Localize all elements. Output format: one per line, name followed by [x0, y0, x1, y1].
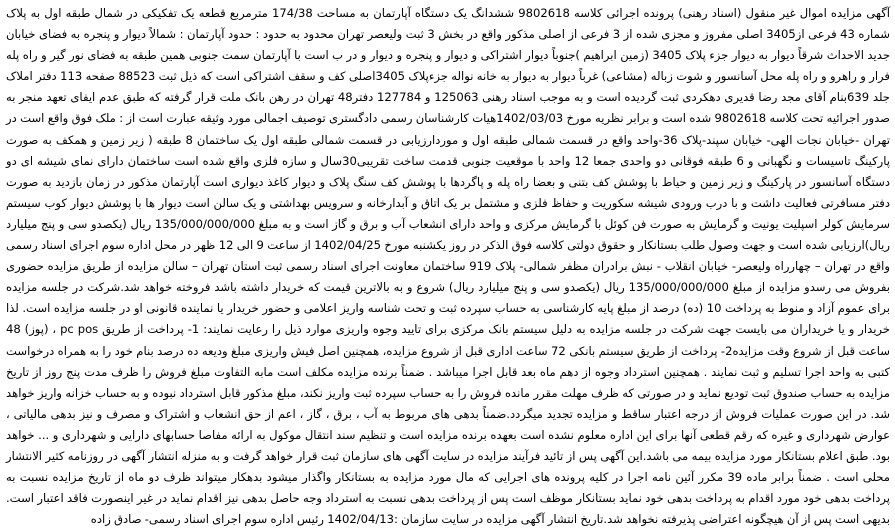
- auction-notice-text: آگهی مزایده اموال غیر منقول (اسناد رهنی) پرونده اجرائی کلاسه 9802618 ششدانگ یک دستگاه آپارتمان به مساحت 174/38 مترمربع قطعه یک تفکیکی در شمال طبقه اول به پلاک شماره 43 فرعی از3405 اصلی مفروز و مجزی شده از 3 فرعی از اصلی مذکور واقع در بخش 3 ثبت ولیعصر تهران محدود به حدود : حدود آپارتمان : شمالاً دیوار و پنجره به فضای خیابان جدید الاحداث شرقاً دیوار به دیوار جزء پلاک 3405 (زمین ابراهیم )جنوباً دیوار اشتراکی و دیوار و پنجره و دیوار و در ب است با آپارتمان سمت جنوبی همین طبقه به فضای نور گیر و راه پله فرار و راهرو و راه پله محل آسانسور و شوت زباله (مشاعی) غرباً دیوار به دیوار به خانه نواله جزءپلاک 3405اصلی کف و سقف اشتراکی است که ذیل ثبت 88523 صفحه 113 دفتر املاک جلد 639بنام آقای مجد رضا قدیری دهکردی ثبت گردیده است و به موجب اسناد رهنی 125063 و 127784 دفتر48 تهران در رهن بانک ملت قرار گرفته که طبق عدم ایفای تعهد منجر به صدور اجرائیه تحت کلاسه 9802618 شده است و برابر نظریه مورخ 1402/03/03هیات کارشناسان رسمی دادگستری توصیف اجمالی مورد وثیقه عبارت است از : ملک فوق واقع است در تهران -خیابان نجات الهی- خیابان سپند-پلاک 36-واحد واقع در قسمت شمالی طبقه اول و موردارزیابی در قسمت شمالی طبقه اول یک ساختمان 8 طبقه ( زیر زمین و همکف به صورت پارکینگ تاسیسات و نگهبانی و 6 طبقه فوقانی دو واحدی جمعا 12 واحد با موقعیت جنوبی قدمت ساخت تقریبی30سال و سازه فلزی واقع شده است ساختمان دارای نمای شیشه ای دو دستگاه آسانسور در پارکینگ و زیر زمین و حیاط با پوشش کف بتنی و بعضا راه پله و پاگردها با پوشش کف سنگ پلاک و دیوار کاغذ دیواری است آپارتمان مذکور در زمان بازدید به صورت دفتر مسافرتی فعالیت داشت و با درب ورودی شیشه سکوریت و حفاظ فلزی و مشتمل بر یک اتاق و آبدارخانه و سرویس بهداشتی و یک سالن است دیوار ها با پوشش دیوار کوب سیستم سرمایش کولر اسپلیت یونیت و گرمایش به صورت فن کوئل با گرمایش مرکزی و واحد دارای انشعاب آب و برق و گاز است و به مبلغ 135/000/000/000 ریال (یکصدو سی و پنج میلیارد ریال)ارزیابی شده است و جهت وصول طلب بستانکار و حقوق دولتی کلاسه فوق الذکر در روز یکشنبه مورخ 1402/04/25 از ساعت 9 الی 12 ظهر در محل اداره سوم اجرای اسناد رسمی واقع در تهران – چهارراه ولیعصر- خیابان انقلاب - نبش برادران مظفر شمالی- پلاک 919 ساختمان معاونت اجرای اسناد رسمی ثبت استان تهران – سالن مزایده از طریق مزایده حضوری بفروش می رسدو مزایده از مبلغ 135/000/000/000 ریال (یکصدو سی و پنج میلیارد ریال) شروع و به بالاترین قیمت که خریدار داشته باشد فروخته خواهد شد.شرکت در جلسه مزایده برای عموم آزاد و منوط به پرداخت 10 (ده) درصد از مبلغ پایه کارشناسی به حساب سپرده ثبت و تحت شناسه واریز اعلامی و حضور خریدار یا نماینده قانونی او در جلسه مزایده است. لذا خریدار و یا خریداران می بایست جهت شرکت در جلسه مزایده به دلیل سیستم بانک مرکزی برای تایید وجوه واریزی موارد ذیل را رعایت نمایند: 1- پرداخت از طریق pc pos ، (پوز) 48 ساعت قبل از شروع وقت مزایده2- پرداخت از طریق سیستم بانکی 72 ساعت اداری قبل از شروع مزایده، همچنین اصل فیش واریزی مبلغ ودیعه ده درصد بنام خود را به همراه درخواست کتبی به واحد اجرا تسلیم و ثبت نمایند . همچنین استرداد وجوه از دهم ماه بعد قابل اجرا میباشد . ضمناً برنده مزایده مکلف است مابه التفاوت مبلغ فروش را ظرف مدت پنج روز از تاریخ مزایده به حساب صندوق ثبت تودیع نماید و در صورتی که ظرف مهلت مقرر مانده فروش را به حساب سپرده ثبت واریز نکند، مبلغ مذکور قابل استرداد نبوده و به حساب خزانه واریز خواهد شد. در این صورت عملیات فروش از درجه اعتبار ساقط و مزایده تجدید میگردد.ضمناً بدهی های مربوط به آب ، برق ، گاز ، اعم از حق انشعاب و اشتراک و مصرف و نیز بدهی مالیاتی ، عوارض شهرداری و غیره که رقم قطعی آنها برای این اداره معلوم نشده است بعهده برنده مزایده است و تنظیم سند انتقال موکول به ارائه مفاصا حسابهای دارایی و شهرداری و ... خواهد بود. طبق اعلام بستانکار مورد مزایده بیمه می باشد.این آگهی پس از تائید فرآیند مزایده در سایت آگهی های سازمان ثبت قرار خواهد گرفت و به منزله انتشار آگهی در روزنامه کثیر الانتشار محلی است . ضمناً برابر ماده 39 مکرر آئین نامه اجرا در کلیه پرونده های اجرایی که مال مورد مزایده به بستانکار واگذار میشود بدهکار میتواند ظرف دو ماه از تاریخ مزایده نسبت به پرداخت بدهی خود مورد اقدام به پرداخت بدهی خود نماید بستانکار موظف است پس از پرداخت بدهی نسبت به استرداد وجه حاصل بدهی نیز اقدام نماید در غیر اینصورت فاقد اعتبار است. بدیهی است پس از آن هیچگونه اعتراضی پذیرفته نخواهد شد.تاریخ انتشار آگهی مزایده در سایت سازمان :1402/04/13 رئیس اداره سوم اجرای اسناد رسمی- صادق زاده: [6, 6, 891, 527]
